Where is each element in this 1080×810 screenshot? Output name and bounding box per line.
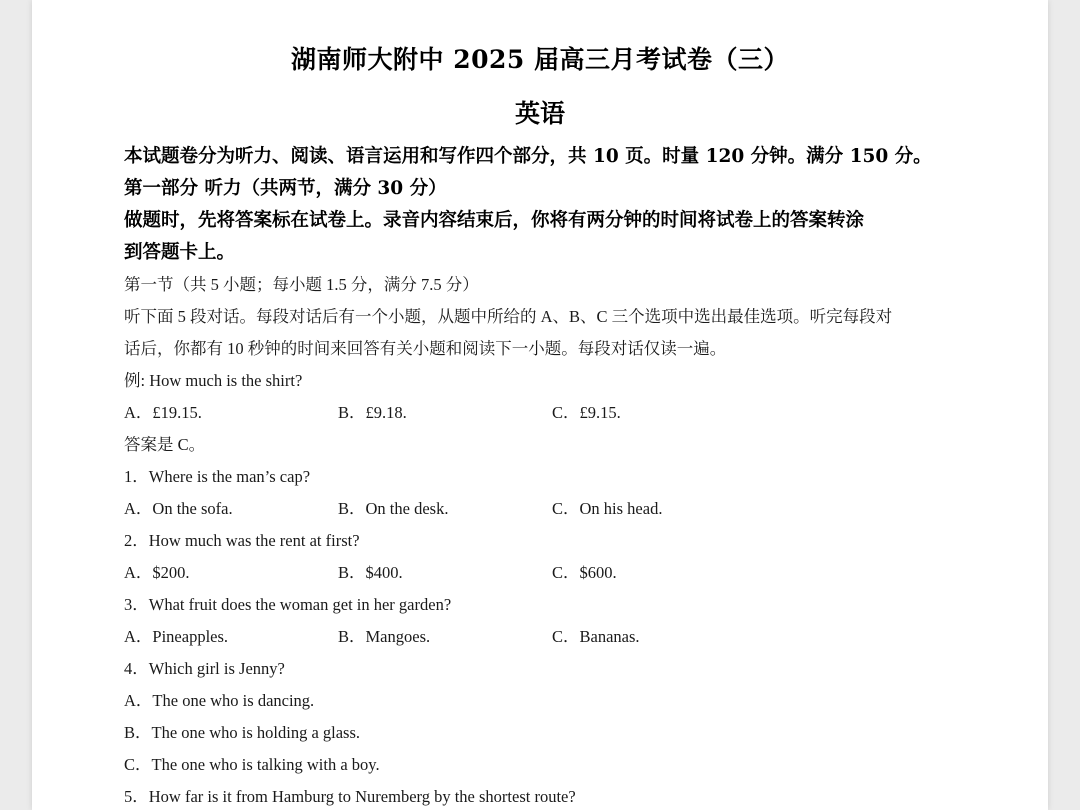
question-4-option-c: C．The one who is talking with a boy.	[124, 755, 380, 774]
question-2-option-a: A．$200.	[124, 563, 190, 582]
question-3-option-b: B．Mangoes.	[338, 627, 431, 646]
example-option-a: A．£19.15.	[124, 403, 202, 422]
question-1-option-a: A．On the sofa.	[124, 499, 233, 518]
question-1-option-b: B．On the desk.	[338, 499, 449, 518]
directions-line-2: 话后，你都有 10 秒钟的时间来回答有关小题和阅读下一小题。每段对话仅读一遍。	[124, 339, 727, 358]
example-question: 例: How much is the shirt?	[124, 371, 303, 390]
instruction-line-2: 到答题卡上。	[124, 242, 236, 263]
example-answer: 答案是 C。	[124, 435, 206, 454]
example-option-c: C．£9.15.	[552, 403, 621, 422]
question-3: 3．What fruit does the woman get in her garden?	[124, 595, 452, 614]
exam-intro: 本试题卷分为听力、阅读、语言运用和写作四个部分，共 10 页。时量 120 分钟。满分 150 分。	[124, 146, 932, 167]
question-2-option-c: C．$600.	[552, 563, 617, 582]
question-5: 5．How far is it from Hamburg to Nuremberg by the shortest route?	[124, 787, 576, 806]
directions-line-1: 听下面 5 段对话。每段对话后有一个小题，从题中所给的 A、B、C 三个选项中选出最佳选项。听完每段对	[124, 307, 893, 326]
section1-heading: 第一节（共 5 小题；每小题 1.5 分，满分 7.5 分）	[124, 275, 479, 294]
question-4-option-a: A．The one who is dancing.	[124, 691, 315, 710]
instruction-line-1: 做题时，先将答案标在试卷上。录音内容结束后，你将有两分钟的时间将试卷上的答案转涂	[124, 210, 865, 231]
example-option-b: B．£9.18.	[338, 403, 407, 422]
question-4-option-b: B．The one who is holding a glass.	[124, 723, 361, 742]
question-2: 2．How much was the rent at first?	[124, 531, 360, 550]
exam-title: 湖南师大附中 2025 届高三月考试卷（三）	[291, 45, 789, 74]
question-2-option-b: B．$400.	[338, 563, 403, 582]
part1-heading: 第一部分 听力（共两节，满分 30 分）	[124, 178, 447, 199]
question-1: 1．Where is the man’s cap?	[124, 467, 311, 486]
subject-title: 英语	[514, 99, 565, 128]
exam-page	[32, 0, 1048, 810]
question-3-option-a: A．Pineapples.	[124, 627, 229, 646]
question-3-option-c: C．Bananas.	[552, 627, 640, 646]
question-1-option-c: C．On his head.	[552, 499, 663, 518]
question-4: 4．Which girl is Jenny?	[124, 659, 285, 678]
